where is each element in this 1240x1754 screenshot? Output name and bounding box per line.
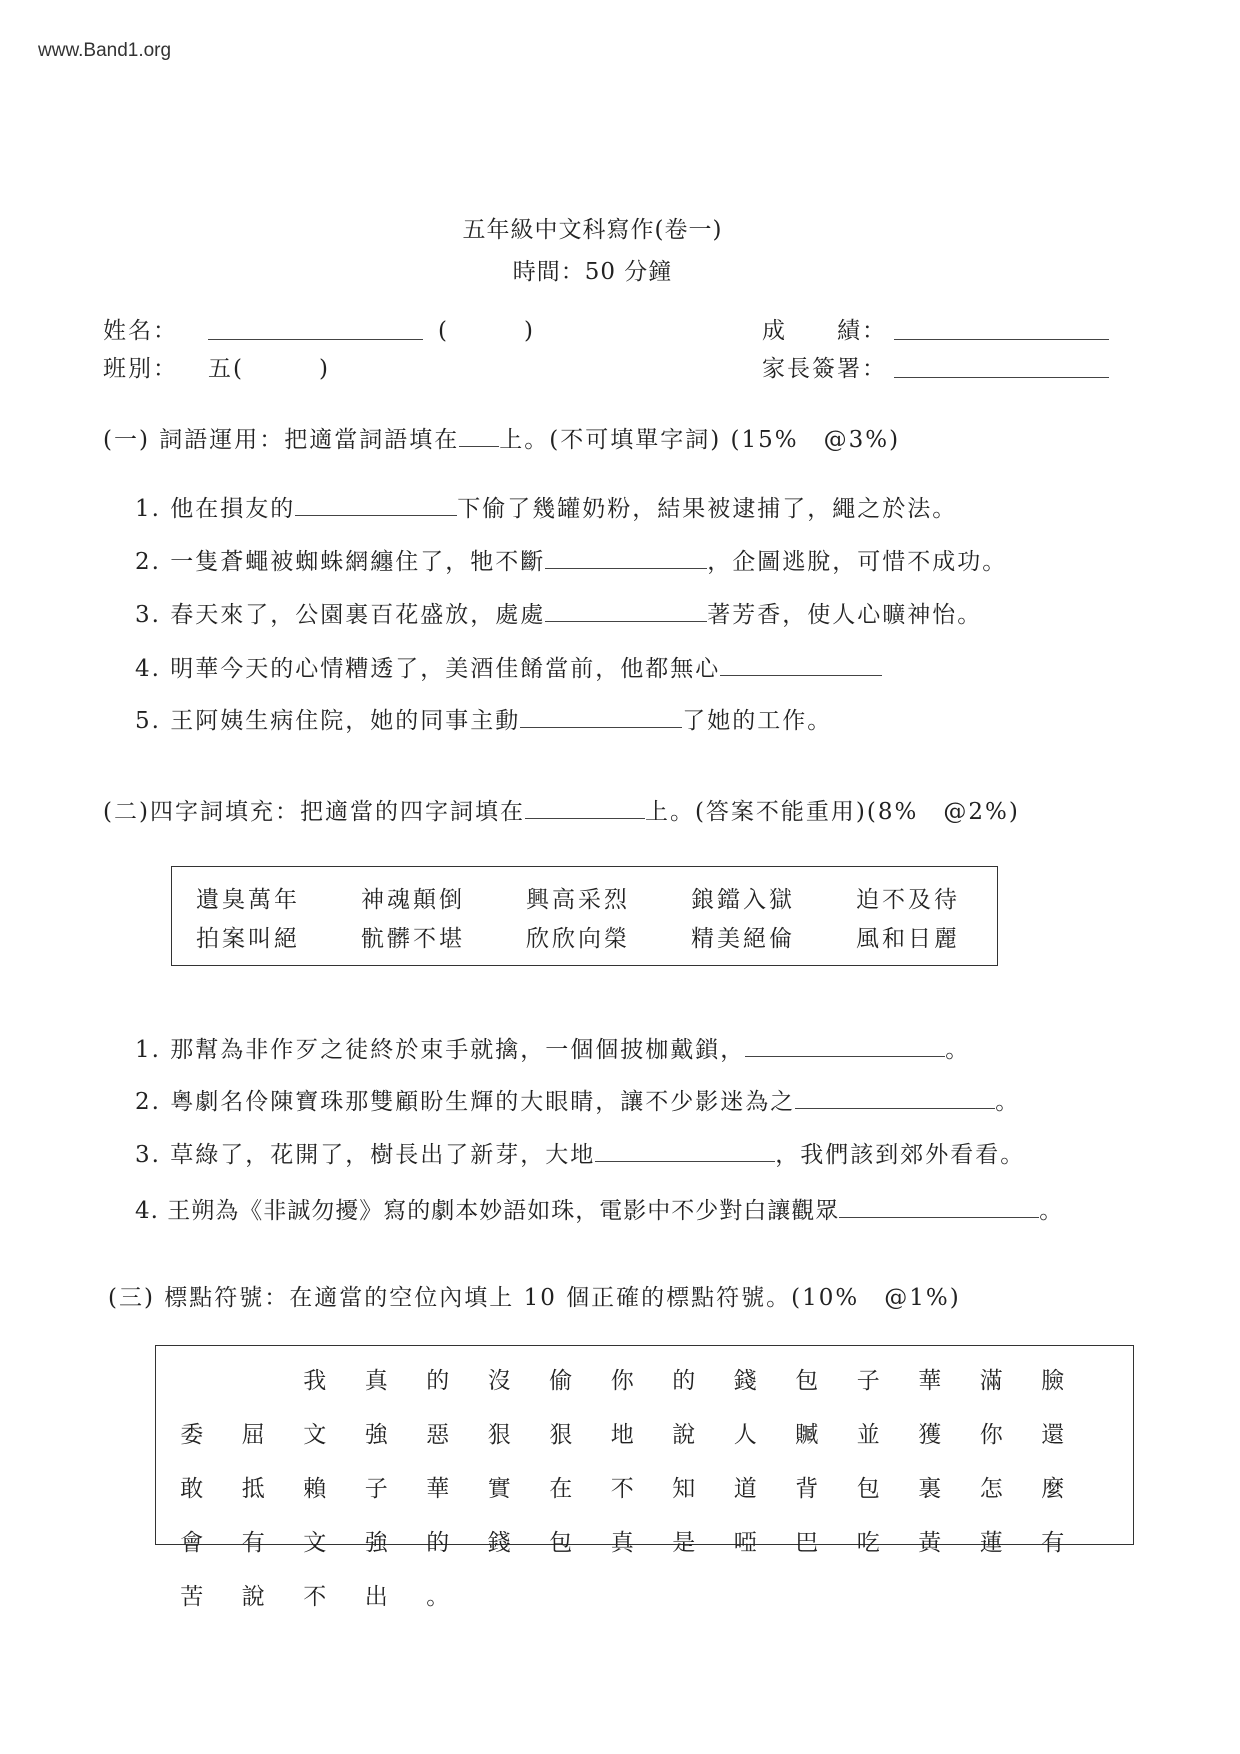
- punctuation-passage-box[interactable]: [155, 1345, 1134, 1610]
- name-blank[interactable]: [208, 338, 423, 340]
- passage-char: 你: [610, 1368, 634, 1394]
- word-bank-item: 神魂顛倒: [361, 887, 465, 913]
- passage-char: 狠: [549, 1422, 573, 1448]
- answer-blank[interactable]: [520, 726, 682, 728]
- passage-char: 蓮: [979, 1530, 1003, 1556]
- passage-char: 敢: [180, 1476, 204, 1502]
- passage-char: 抵: [241, 1476, 265, 1502]
- passage-char: 狠: [487, 1422, 511, 1448]
- passage-char: 委: [180, 1422, 204, 1448]
- time-limit: 時間：50 分鐘: [512, 259, 673, 285]
- word-bank-item: 遺臭萬年: [196, 887, 300, 913]
- passage-char: 錢: [487, 1530, 511, 1556]
- passage-char: 苦: [180, 1584, 204, 1610]
- section1-heading-b: 上。(不可填單字詞) (15% @3%): [499, 427, 901, 453]
- answer-blank[interactable]: [839, 1216, 1039, 1218]
- passage-char: 知: [672, 1476, 696, 1502]
- section1-item: 1. 他在損友的 下偷了幾罐奶粉，結果被逮捕了，繩之於法。: [135, 496, 958, 522]
- passage-char: 華: [426, 1476, 450, 1502]
- section2-item: 1. 那幫為非作歹之徒終於束手就擒，一個個披枷戴鎖， 。: [135, 1037, 971, 1063]
- parent-signature-label: 家長簽署：: [762, 356, 887, 382]
- section3-heading: (三) 標點符號：在適當的空位內填上 10 個正確的標點符號。(10% @1%): [108, 1285, 961, 1311]
- word-bank: [196, 881, 1021, 953]
- passage-char: 在: [549, 1476, 573, 1502]
- word-bank-item: 鋃鐺入獄: [691, 887, 795, 913]
- passage-char: 說: [672, 1422, 696, 1448]
- passage-char: 背: [795, 1476, 819, 1502]
- parent-signature-blank[interactable]: [894, 376, 1109, 378]
- passage-char: 出: [364, 1584, 388, 1610]
- word-bank-item: 欣欣向榮: [526, 926, 630, 952]
- passage-char: 文: [303, 1422, 327, 1448]
- word-bank-item: 精美絕倫: [691, 926, 795, 952]
- section2-heading-a: (二)四字詞填充：把適當的四字詞填在: [103, 799, 525, 825]
- passage-char: 我: [303, 1368, 327, 1394]
- passage-char: 並: [856, 1422, 880, 1448]
- passage-char: 子: [364, 1476, 388, 1502]
- passage-char: 裏: [918, 1476, 942, 1502]
- section1-heading-a: (一) 詞語運用：把適當詞語填在: [103, 427, 460, 453]
- section1-item: 3. 春天來了，公園裏百花盛放，處處 著芳香，使人心曠神怡。: [135, 602, 983, 628]
- passage-char: 偷: [549, 1368, 573, 1394]
- passage-char: [223, 1362, 285, 1395]
- passage-char: 文: [303, 1530, 327, 1556]
- example-blank: [525, 817, 645, 819]
- answer-blank[interactable]: [745, 1055, 945, 1057]
- passage-char: 真: [364, 1368, 388, 1394]
- section1-heading: [103, 421, 900, 454]
- passage-char: 實: [487, 1476, 511, 1502]
- passage-char: 包: [856, 1476, 880, 1502]
- passage-char: 的: [426, 1368, 450, 1394]
- passage-char: 沒: [487, 1368, 511, 1394]
- section1-item: 5. 王阿姨生病住院，她的同事主動 了她的工作。: [135, 708, 833, 734]
- section1-item: 2. 一隻蒼蠅被蜘蛛網纏住了，牠不斷 ，企圖逃脫，可惜不成功。: [135, 549, 1008, 575]
- score-blank[interactable]: [894, 338, 1109, 340]
- passage-char: 華: [918, 1368, 942, 1394]
- passage-char: 包: [549, 1530, 573, 1556]
- answer-blank[interactable]: [295, 514, 457, 516]
- passage-char: 不: [303, 1584, 327, 1610]
- passage-char: 包: [795, 1368, 819, 1394]
- section2-heading-b: 上。(答案不能重用)(8% @2%): [644, 799, 1020, 825]
- passage-char: 巴: [795, 1530, 819, 1556]
- passage-char: 黃: [918, 1530, 942, 1556]
- answer-blank[interactable]: [595, 1160, 775, 1162]
- word-bank-item: 風和日麗: [856, 926, 960, 952]
- passage-char: 道: [733, 1476, 757, 1502]
- site-watermark: www.Band1.org: [38, 40, 172, 61]
- class-number-paren: ( ): [438, 318, 535, 344]
- passage-char: 的: [672, 1368, 696, 1394]
- word-bank-item: 骯髒不堪: [361, 926, 465, 952]
- passage-char: 。: [426, 1584, 450, 1610]
- passage-char: 子: [856, 1368, 880, 1394]
- word-bank-item: 興高采烈: [526, 887, 630, 913]
- answer-blank[interactable]: [545, 567, 707, 569]
- passage-char: [161, 1362, 223, 1395]
- passage-char: 有: [1041, 1530, 1065, 1556]
- passage-char: 獲: [918, 1422, 942, 1448]
- passage-char: 會: [180, 1530, 204, 1556]
- passage-char: 滿: [979, 1368, 1003, 1394]
- passage-char: 真: [610, 1530, 634, 1556]
- section1-item: 4. 明華今天的心情糟透了，美酒佳餚當前，他都無心: [135, 650, 882, 683]
- answer-blank[interactable]: [795, 1107, 995, 1109]
- passage-char: 啞: [733, 1530, 757, 1556]
- answer-blank[interactable]: [545, 620, 707, 622]
- passage-char: 還: [1041, 1422, 1065, 1448]
- passage-char: 人: [733, 1422, 757, 1448]
- passage-char: 強: [364, 1530, 388, 1556]
- section2-item: 4. 王朔為《非誠勿擾》寫的劇本妙語如珠，電影中不少對白讓觀眾 。: [135, 1198, 1064, 1224]
- example-blank: [459, 445, 499, 447]
- word-bank-box: [171, 866, 998, 966]
- passage-char: 是: [672, 1530, 696, 1556]
- section2-heading: [103, 793, 1020, 826]
- punctuation-passage: [161, 1362, 1084, 1611]
- answer-blank[interactable]: [720, 674, 882, 676]
- passage-char: 麼: [1041, 1476, 1065, 1502]
- page-title: 五年級中文科寫作(卷一): [462, 217, 723, 243]
- passage-char: 地: [610, 1422, 634, 1448]
- passage-char: 吃: [856, 1530, 880, 1556]
- passage-char: 的: [426, 1530, 450, 1556]
- passage-char: 強: [364, 1422, 388, 1448]
- passage-char: 賴: [303, 1476, 327, 1502]
- passage-char: 惡: [426, 1422, 450, 1448]
- passage-char: 屈: [241, 1422, 265, 1448]
- passage-char: 錢: [733, 1368, 757, 1394]
- passage-char: 說: [241, 1584, 265, 1610]
- score-label: 成 績：: [762, 318, 887, 344]
- passage-char: 贓: [795, 1422, 819, 1448]
- name-label: 姓名：: [103, 318, 178, 344]
- passage-char: 怎: [979, 1476, 1003, 1502]
- passage-char: 有: [241, 1530, 265, 1556]
- passage-char: 你: [979, 1422, 1003, 1448]
- word-bank-item: 拍案叫絕: [196, 926, 300, 952]
- class-value: 五( ): [208, 356, 330, 382]
- section2-item: 3. 草綠了，花開了，樹長出了新芽，大地 ，我們該到郊外看看。: [135, 1142, 1026, 1168]
- class-label: 班別：: [103, 356, 178, 382]
- passage-char: 不: [610, 1476, 634, 1502]
- word-bank-item: 迫不及待: [856, 887, 960, 913]
- section2-item: 2. 粵劇名伶陳寶珠那雙顧盼生輝的大眼睛，讓不少影迷為之 。: [135, 1089, 1021, 1115]
- passage-char: 臉: [1041, 1368, 1065, 1394]
